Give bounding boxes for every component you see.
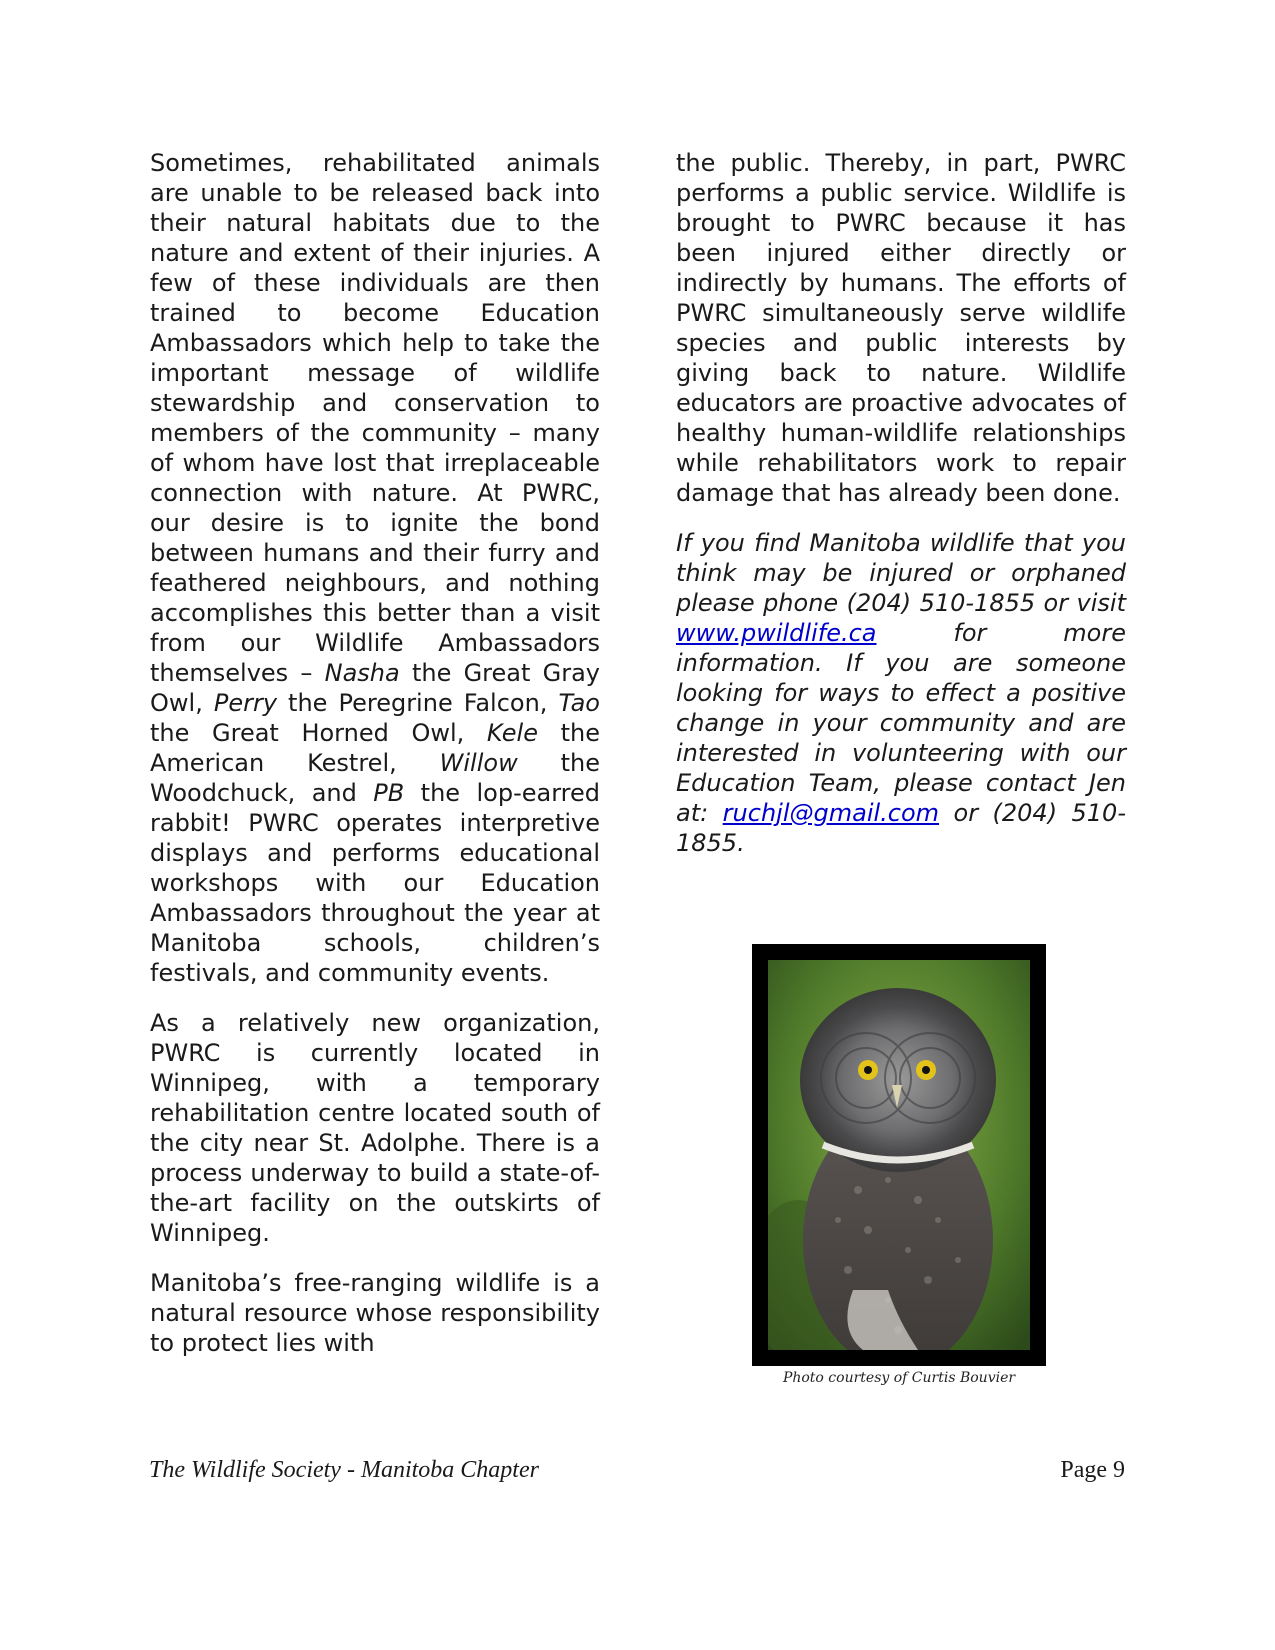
right-column bbox=[676, 148, 1126, 878]
paragraph-ambassadors: Sometimes, rehabilitated animals are unable to be released back into their natural habitats due to the nature and extent of their injuries. A few of these individuals are then trained to become Education Ambassadors which help to take the important message of wildlife stewardship and conservation to members of the community – many of whom have lost that irreplaceable connection with nature. At PWRC, our desire is to ignite the bond between humans and their furry and feathered neighbours, and nothing accomplishes this better than a visit from our Wildlife Ambassadors themselves – Nasha the Great Gray Owl, Perry the Peregrine Falcon, Tao the Great Horned Owl, Kele the American Kestrel, Willow the Woodchuck, and PB the lop-earred rabbit! PWRC operates interpretive displays and performs educational workshops with our Education Ambassadors throughout the year at Manitoba schools, children’s festivals, and community events. bbox=[150, 149, 601, 987]
photo-caption: Photo courtesy of Curtis Bouvier bbox=[782, 1370, 1016, 1386]
footer-publication: The Wildlife Society - Manitoba Chapter bbox=[149, 1457, 539, 1483]
ambassador-name: Kele bbox=[486, 719, 538, 747]
great-gray-owl-image bbox=[768, 960, 1030, 1350]
ambassador-name: Nasha bbox=[324, 659, 400, 687]
website-link[interactable]: www.pwildlife.ca bbox=[676, 619, 877, 647]
ambassador-name: Tao bbox=[558, 689, 600, 717]
ambassador-name: Perry bbox=[213, 689, 278, 717]
paragraph-location: As a relatively new organization, PWRC is currently located in Winnipeg, with a temporary rehabilitation centre located south of the city near St. Adolphe. There is a process underway to build a state-of-the-art facility on the outskirts of Winnipeg. bbox=[150, 1009, 600, 1247]
paragraph-contact: If you find Manitoba wildlife that you think may be injured or orphaned please phone (204) 510-1855 or visit www.pwildlife.ca for more information. If you are someone looking for ways to effect a positive change in your community and are interested in volunteering with our Education Team, please contact Jen at: ruchjl@gmail.com or (204) 510-1855. bbox=[676, 529, 1126, 857]
owl-photo bbox=[752, 944, 1046, 1366]
paragraph-responsibility: Manitoba’s free-ranging wildlife is a natural resource whose responsibility to protect lies with bbox=[150, 1269, 600, 1357]
ambassador-name: Willow bbox=[439, 749, 518, 777]
paragraph-public-service: the public. Thereby, in part, PWRC performs a public service. Wildlife is brought to PWRC because it has been injured either directly or indirectly by humans. The efforts of PWRC simultaneously serve wildlife species and public interests by giving back to nature. Wildlife educators are proactive advocates of healthy human-wildlife relationships while rehabilitators work to repair damage that has already been done. bbox=[676, 149, 1126, 507]
page-number: Page 9 bbox=[1060, 1457, 1125, 1483]
ambassador-name: PB bbox=[373, 779, 405, 807]
left-column bbox=[150, 148, 600, 1378]
email-link[interactable]: ruchjl@gmail.com bbox=[722, 799, 940, 827]
